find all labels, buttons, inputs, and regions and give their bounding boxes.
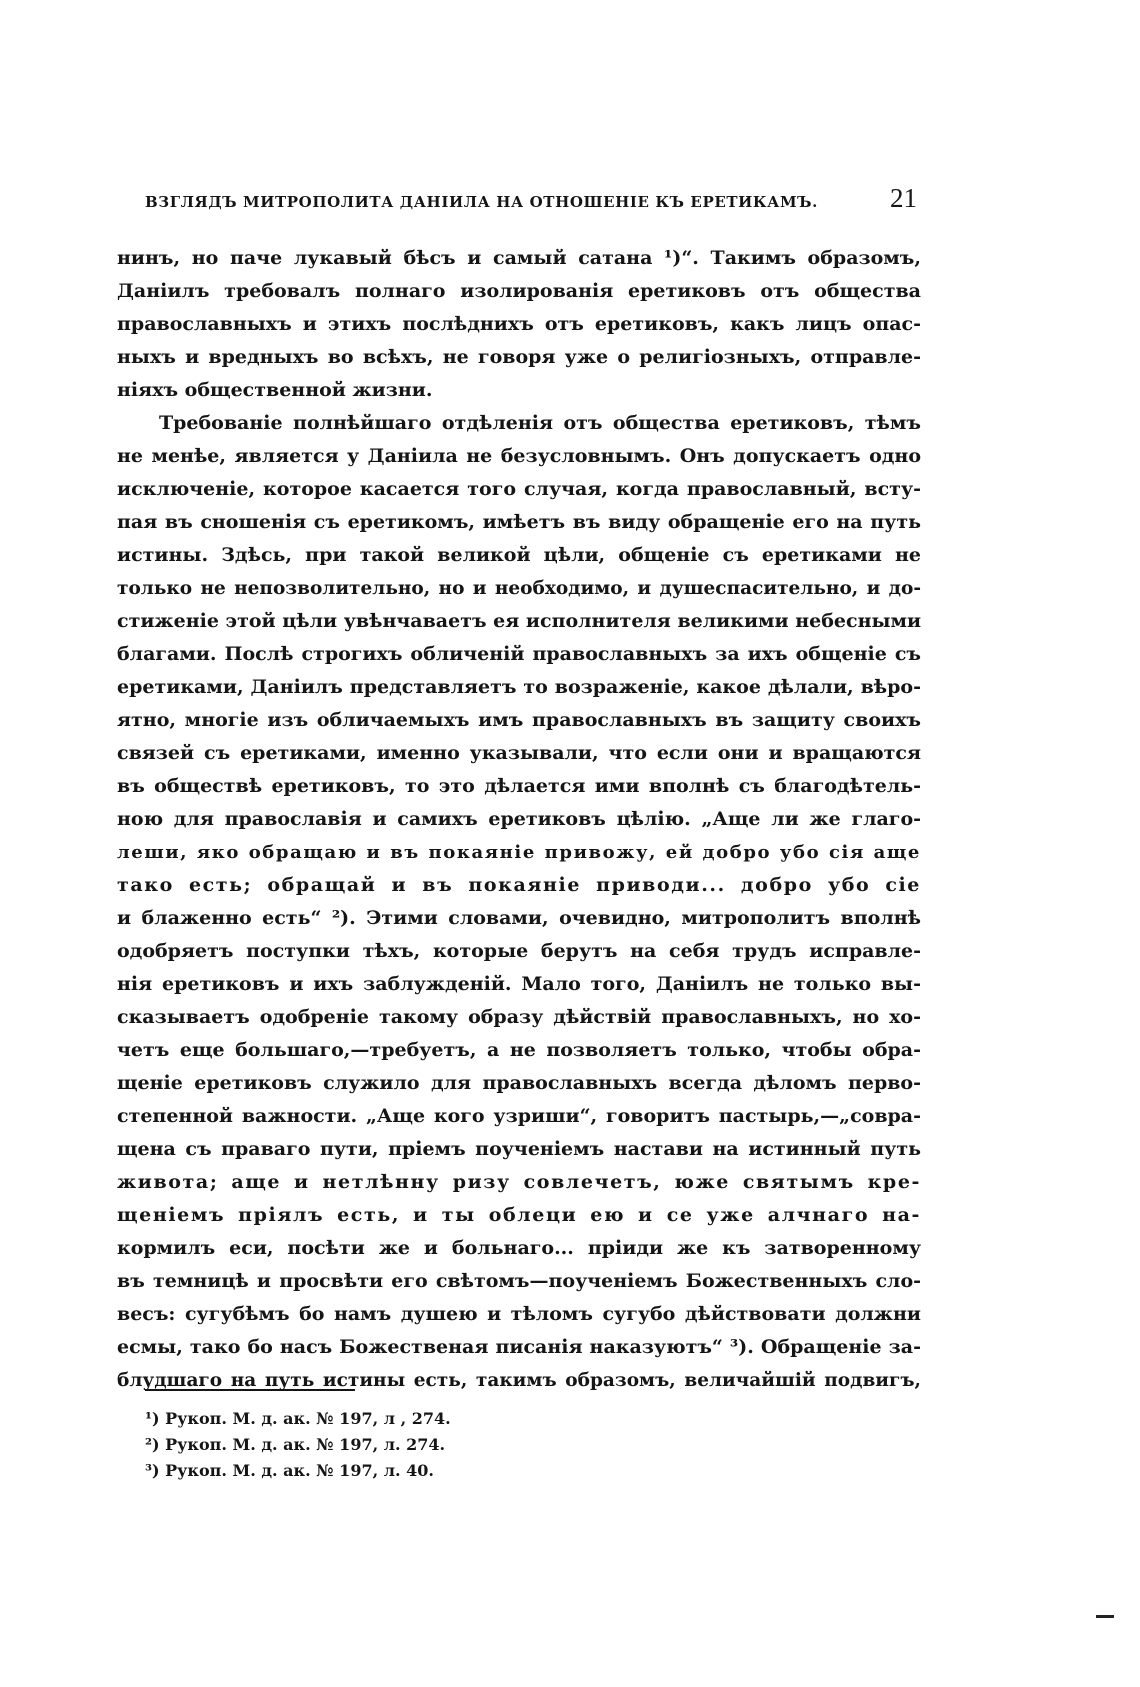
- body-text: [117, 242, 921, 1397]
- text-line: въ обществѣ еретиковъ, то это дѣлается ими вполнѣ съ благодѣтель-: [117, 775, 921, 797]
- text-line: истины. Здѣсь, при такой великой цѣли, общеніе съ еретиками не: [117, 544, 921, 566]
- text-line: связей съ еретиками, именно указывали, что если они и вращаются: [117, 742, 921, 764]
- text-line: еретиками, Даніилъ представляетъ то возраженіе, какое дѣлали, вѣро-: [117, 676, 921, 698]
- footnotes: [145, 1406, 645, 1484]
- text-line: стиженіе этой цѣли увѣнчаваетъ ея исполнителя великими небесными: [117, 610, 921, 632]
- quoted-text-line: живота; аще и нетлѣнну ризу совлечетъ, юже святымъ кре-: [117, 1171, 921, 1193]
- text-line: не менѣе, является у Даніила не безусловнымъ. Онъ допускаетъ одно: [117, 445, 921, 467]
- text-line: православныхъ и этихъ послѣднихъ отъ еретиковъ, какъ лицъ опас-: [117, 313, 921, 335]
- paragraph-start-line: Требованіе полнѣйшаго отдѣленія отъ общества еретиковъ, тѣмъ: [159, 412, 921, 434]
- text-line: щеніе еретиковъ служило для православныхъ всегда дѣломъ перво-: [117, 1072, 921, 1094]
- scan-edge-mark: [1096, 1615, 1114, 1618]
- text-line: четъ еще большаго,—требуетъ, а не позволяетъ только, чтобы обра-: [117, 1039, 921, 1061]
- running-title: ВЗГЛЯДЪ МИТРОПОЛИТА ДАНІИЛА НА ОТНОШЕНІЕ КЪ ЕРЕТИКАМЪ.: [145, 193, 818, 211]
- text-line: блудшаго на путь истины есть, такимъ образомъ, величайшій подвигъ,: [117, 1370, 921, 1391]
- text-line: весъ: сугубѣмъ бо намъ душею и тѣломъ сугубо дѣйствовати должни: [117, 1303, 921, 1325]
- text-line: есмы, тако бо насъ Божественая писанія наказуютъ“ ³). Обращеніе за-: [117, 1336, 921, 1358]
- text-line: и блаженно есть“ ²). Этими словами, очевидно, митрополитъ вполнѣ: [117, 907, 921, 929]
- text-line: пая въ сношенія съ еретикомъ, имѣетъ въ виду обращеніе его на путь: [117, 511, 921, 533]
- text-line: ятно, многіе изъ обличаемыхъ имъ православныхъ въ защиту своихъ: [117, 709, 921, 731]
- text-line: нія еретиковъ и ихъ заблужденій. Мало того, Даніилъ не только вы-: [117, 973, 921, 995]
- text-line: кормилъ еси, посѣти же и больнаго... пріиди же къ затворенному: [117, 1237, 921, 1259]
- text-line: ною для православія и самихъ еретиковъ цѣлію. „Аще ли же глаго-: [117, 808, 921, 830]
- footnote: ³) Рукоп. М. д. ак. № 197, л. 40.: [145, 1461, 434, 1480]
- text-line: нинъ, но паче лукавый бѣсъ и самый сатана ¹)“. Такимъ образомъ,: [117, 247, 921, 269]
- footnote-rule: [145, 1389, 355, 1391]
- text-line: въ темницѣ и просвѣти его свѣтомъ—поученіемъ Божественныхъ сло-: [117, 1270, 921, 1292]
- quoted-text-line: леши, яко обращаю и въ покаяніе привожу, ей добро убо сія аще: [117, 842, 921, 863]
- text-line: исключеніе, которое касается того случая, когда православный, всту-: [117, 478, 921, 500]
- text-line: ніяхъ общественной жизни.: [117, 379, 433, 401]
- text-line: только не непозволительно, но и необходимо, и душеспасительно, и до-: [117, 578, 921, 599]
- footnote: ¹) Рукоп. М. д. ак. № 197, л , 274.: [145, 1409, 451, 1428]
- text-line: ныхъ и вредныхъ во всѣхъ, не говоря уже о религіозныхъ, отправле-: [117, 346, 921, 368]
- page-number: 21: [890, 183, 917, 213]
- text-line: одобряетъ поступки тѣхъ, которые берутъ на себя трудъ исправле-: [117, 940, 921, 962]
- text-line: благами. Послѣ строгихъ обличеній православныхъ за ихъ общеніе съ: [117, 643, 921, 665]
- running-head: [145, 183, 917, 223]
- text-line: степенной важности. „Аще кого узриши“, говоритъ пастырь,—„совра-: [117, 1105, 921, 1127]
- text-line: Даніилъ требовалъ полнаго изолированія еретиковъ отъ общества: [117, 280, 921, 302]
- text-line: щена съ праваго пути, пріемъ поученіемъ настави на истинный путь: [117, 1138, 921, 1160]
- footnote: ²) Рукоп. М. д. ак. № 197, л. 274.: [145, 1435, 446, 1454]
- quoted-text-line: тако есть; обращай и въ покаяніе приводи... добро убо сіе: [117, 874, 921, 896]
- quoted-text-line: щеніемъ пріялъ есть, и ты облеци ею и се уже алчнаго на-: [117, 1204, 921, 1226]
- text-line: сказываетъ одобреніе такому образу дѣйствій православныхъ, но хо-: [117, 1006, 921, 1028]
